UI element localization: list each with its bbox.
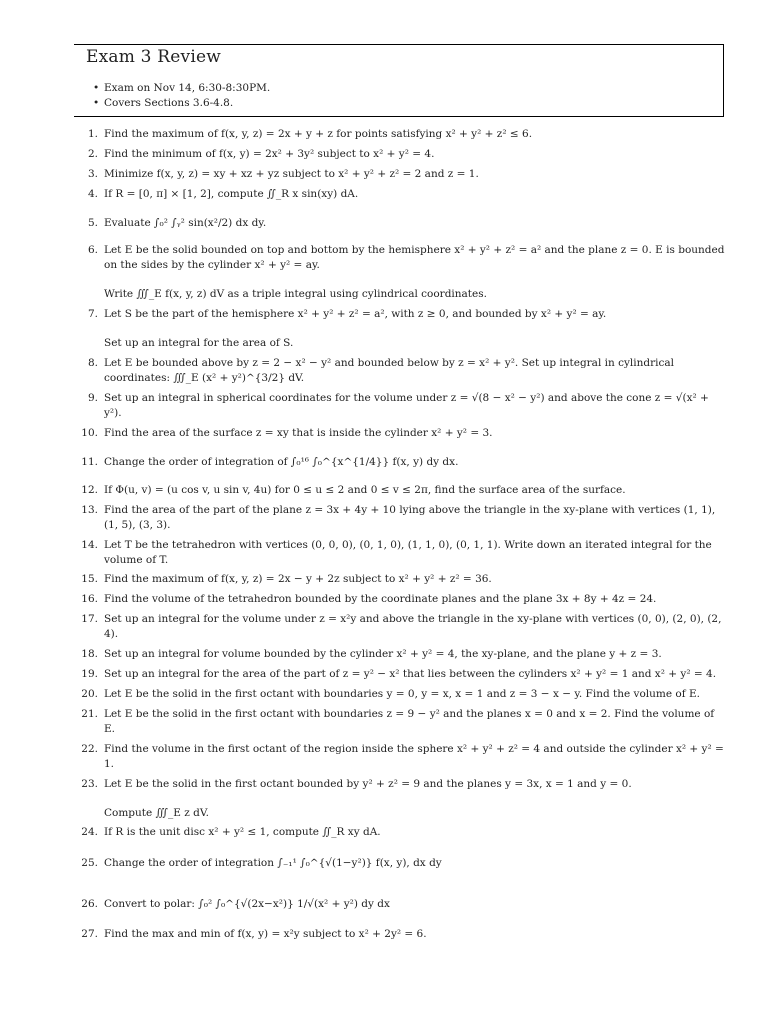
- problem-text: Let E be the solid bounded on top and bottom by the hemisphere x² + y² + z² = a² and the plane z = 0. E is bounded on the sides by the cylinder x² + y² = ay.: [104, 244, 725, 272]
- problem-item: [70, 667, 726, 682]
- problem-item: [70, 825, 726, 840]
- problem-number: 7.: [87, 308, 98, 321]
- problem-item: [70, 483, 726, 498]
- problem-number: 25.: [81, 857, 98, 870]
- problem-item: [70, 391, 726, 421]
- problem-item: [70, 167, 726, 182]
- problem-subtext: Compute ∭_E z dV.: [104, 806, 209, 819]
- problem-number: 2.: [87, 147, 98, 160]
- problem-item: [70, 243, 726, 302]
- problem-number: 18.: [81, 648, 98, 661]
- problem-number: 23.: [81, 777, 98, 790]
- problem-item: [70, 307, 726, 351]
- problem-number: 4.: [87, 187, 98, 200]
- problem-text: Find the max and min of f(x, y) = x²y subject to x² + 2y² = 6.: [104, 928, 427, 941]
- problem-number: 16.: [81, 593, 98, 606]
- problem-subtext: Set up an integral for the area of S.: [104, 337, 294, 350]
- problem-item: [70, 207, 726, 239]
- problem-text: Find the volume of the tetrahedron bounded by the coordinate planes and the plane 3x + 8y + 4z = 24.: [104, 593, 657, 606]
- problem-text: Let E be the solid in the first octant with boundaries y = 0, y = x, x = 1 and z = 3 − x − y. Find the volume of E.: [104, 687, 700, 700]
- problem-item: [70, 356, 726, 386]
- problem-number: 5.: [87, 216, 98, 229]
- exam-info-item: • Exam on Nov 14, 6:30-8:30PM.: [104, 81, 270, 96]
- problem-text: Let S be the part of the hemisphere x² + y² + z² = a², with z ≥ 0, and bounded by x² + y² = ay.: [104, 308, 607, 321]
- page-title: Exam 3 Review: [86, 47, 221, 67]
- problem-number: 13.: [81, 503, 98, 516]
- problem-text: Find the minimum of f(x, y) = 2x² + 3y² subject to x² + y² = 4.: [104, 147, 435, 160]
- problem-text: Set up an integral for the area of the part of z = y² − x² that lies between the cylinders x² + y² = 1 and x² + y² = 4.: [104, 668, 717, 681]
- problem-number: 3.: [87, 167, 98, 180]
- problem-item: [70, 446, 726, 478]
- problem-number: 14.: [81, 538, 98, 551]
- problem-subtext: Write ∭_E f(x, y, z) dV as a triple integral using cylindrical coordinates.: [104, 288, 487, 301]
- problem-number: 21.: [81, 707, 98, 720]
- problem-number: 17.: [81, 613, 98, 626]
- problem-text: Convert to polar: ∫₀² ∫₀^{√(2x−x²)} 1/√(x² + y²) dy dx: [104, 898, 390, 911]
- problem-item: [70, 147, 726, 162]
- problem-number: 20.: [81, 687, 98, 700]
- problem-item: [70, 538, 726, 568]
- problem-text: Set up an integral in spherical coordinates for the volume under z = √(8 − x² − y²) and above the cone z = √(x² + y²).: [104, 392, 709, 420]
- problem-number: 8.: [87, 357, 98, 370]
- problem-text: Find the area of the surface z = xy that is inside the cylinder x² + y² = 3.: [104, 427, 493, 440]
- problem-text: Set up an integral for the volume under z = x²y and above the triangle in the xy-plane with vertices (0, 0), (2, 0), (2, 4).: [104, 613, 722, 641]
- problem-list: [70, 127, 726, 947]
- problem-text: If R is the unit disc x² + y² ≤ 1, compute ∬_R xy dA.: [104, 826, 381, 839]
- problem-item: [70, 647, 726, 662]
- problem-item: [70, 845, 726, 881]
- problem-number: 12.: [81, 483, 98, 496]
- problem-number: 15.: [81, 573, 98, 586]
- problem-item: [70, 777, 726, 821]
- problem-item: [70, 426, 726, 441]
- problem-item: [70, 687, 726, 702]
- problem-text: Let E be bounded above by z = 2 − x² − y² and bounded below by z = x² + y². Set up integral in cylindrical coordinates: ∭_E (x² + y²)^{3/2} dV.: [104, 357, 674, 385]
- problem-text: Evaluate ∫₀² ∫ᵧ² sin(x²/2) dx dy.: [104, 216, 267, 229]
- problem-text: Let T be the tetrahedron with vertices (0, 0, 0), (0, 1, 0), (1, 1, 0), (0, 1, 1). Write down an iterated integral for the volume of T.: [104, 538, 712, 566]
- problem-text: Minimize f(x, y, z) = xy + xz + yz subject to x² + y² + z² = 2 and z = 1.: [104, 167, 479, 180]
- problem-text: If Φ(u, v) = (u cos v, u sin v, 4u) for 0 ≤ u ≤ 2 and 0 ≤ v ≤ 2π, find the surface area of the surface.: [104, 483, 626, 496]
- problem-item: [70, 503, 726, 533]
- problem-text: If R = [0, π] × [1, 2], compute ∬_R x sin(xy) dA.: [104, 187, 359, 200]
- problem-item: [70, 127, 726, 142]
- problem-text: Find the maximum of f(x, y, z) = 2x + y + z for points satisfying x² + y² + z² ≤ 6.: [104, 128, 533, 140]
- problem-text: Change the order of integration ∫₋₁¹ ∫₀^{√(1−y²)} f(x, y), dx dy: [104, 857, 442, 870]
- problem-text: Let E be the solid in the first octant bounded by y² + z² = 9 and the planes y = 3x, x = 1 and y = 0.: [104, 777, 632, 790]
- problem-text: Let E be the solid in the first octant with boundaries z = 9 − y² and the planes x = 0 and x = 2. Find the volume of E.: [104, 707, 715, 735]
- problem-text: Find the volume in the first octant of the region inside the sphere x² + y² + z² = 4 and outside the cylinder x² + y² = 1.: [104, 742, 724, 770]
- problem-item: [70, 572, 726, 587]
- problem-item: [70, 707, 726, 737]
- problem-text: Set up an integral for volume bounded by the cylinder x² + y² = 4, the xy-plane, and the plane y + z = 3.: [104, 648, 662, 661]
- header-frame-top-rule: [74, 44, 724, 45]
- problem-number: 1.: [87, 128, 98, 140]
- problem-number: 24.: [81, 826, 98, 839]
- problem-number: 19.: [81, 668, 98, 681]
- exam-info-item: • Covers Sections 3.6-4.8.: [104, 96, 270, 111]
- problem-item: [70, 612, 726, 642]
- header-frame-bottom-rule: [74, 116, 724, 117]
- problem-text: Change the order of integration of ∫₀¹⁶ ∫₀^{x^{1/4}} f(x, y) dy dx.: [104, 455, 459, 468]
- problem-number: 10.: [81, 427, 98, 440]
- problem-number: 22.: [81, 742, 98, 755]
- problem-item: [70, 886, 726, 922]
- problem-item: [70, 742, 726, 772]
- problem-item: [70, 187, 726, 202]
- problem-number: 9.: [87, 392, 98, 405]
- problem-number: 6.: [87, 244, 98, 257]
- header-frame-right-rule: [723, 44, 724, 116]
- exam-info-list: [104, 81, 270, 111]
- problem-number: 27.: [81, 928, 98, 941]
- problem-item: [70, 927, 726, 942]
- problem-number: 11.: [81, 455, 98, 468]
- problem-number: 26.: [81, 898, 98, 911]
- problem-text: Find the area of the part of the plane z = 3x + 4y + 10 lying above the triangle in the xy-plane with vertices (1, 1), (1, 5), (3, 3).: [104, 503, 716, 531]
- problem-item: [70, 592, 726, 607]
- problem-text: Find the maximum of f(x, y, z) = 2x − y + 2z subject to x² + y² + z² = 36.: [104, 573, 492, 586]
